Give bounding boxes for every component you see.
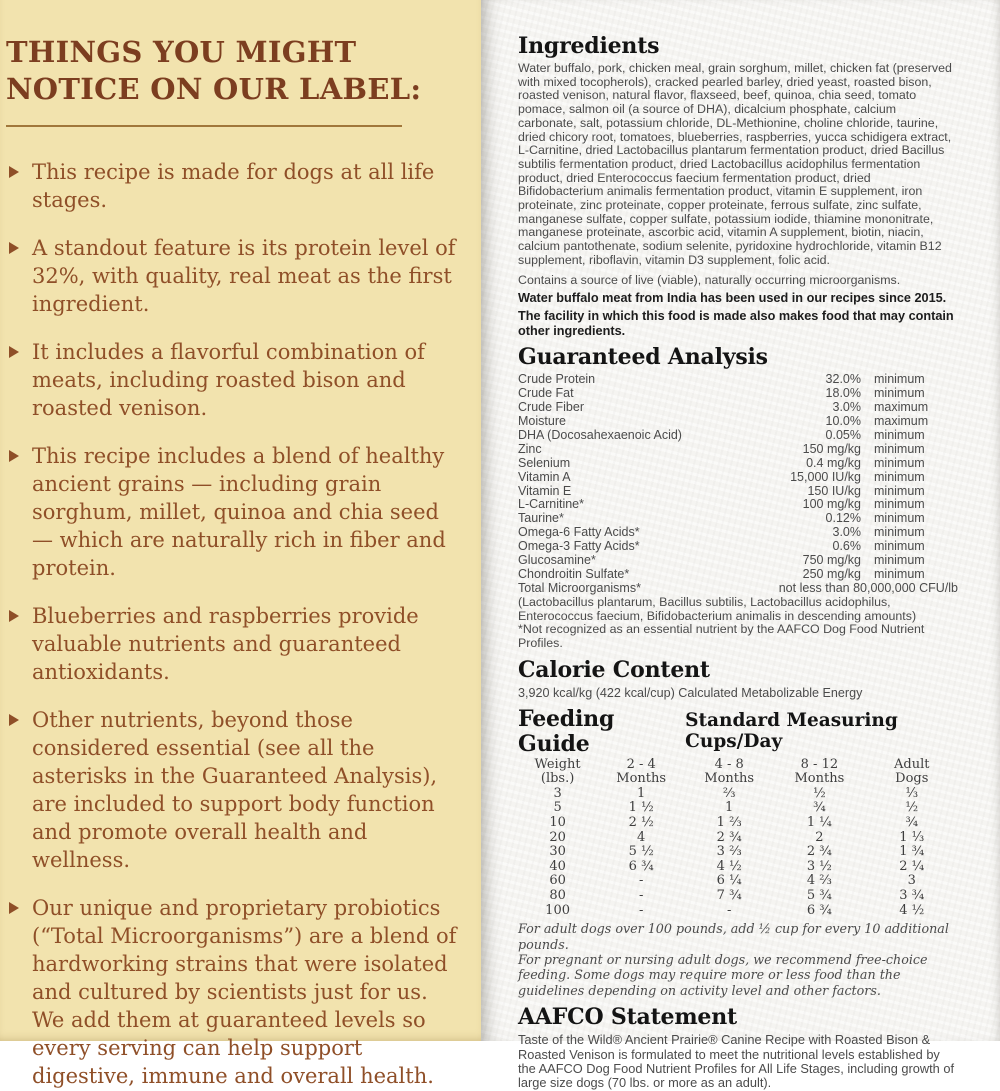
ga-row [518,387,958,401]
feeding-cups-cell: 1 ¾ [899,844,925,860]
feeding-cups-cell: ¾ [813,800,826,816]
feeding-weight-cell: 20 [549,829,566,845]
feeding-cups-cell: 2 ¾ [716,829,742,845]
ga-row [518,457,958,471]
feeding-cups-cell: 1 ½ [628,800,654,816]
feeding-note: For pregnant or nursing adult dogs, we recommend free-choice feeding. Some dogs may require more or less food than the guidelines depending on activity level and other factors. [518,951,928,998]
right-panel [481,0,1000,1091]
ga-nutrient-value: not less than 80,000,000 CFU/lb [778,580,958,595]
bullet-text: Blueberries and raspberries provide valuable nutrients and guaranteed antioxidants. [32,604,419,684]
ga-nutrient-value: 0.12% [825,511,861,526]
notice-bullet-item [6,338,459,422]
ga-nutrient-value: 3.0% [832,525,861,540]
notice-bullet-list [6,158,459,1090]
feeding-column-header [773,758,865,787]
feeding-guide-header [518,707,958,757]
aafco-heading: AAFCO Statement [518,1004,737,1031]
ga-nutrient-name: L-Carnitine* [518,497,585,512]
feeding-row [518,845,958,860]
ga-nutrient-value: 32.0% [825,372,861,387]
feeding-column-header-line2: Dogs [895,771,929,787]
feeding-row [518,874,958,889]
feeding-cups-cell: ⅔ [722,785,736,801]
ga-nutrient-qualifier: minimum [874,525,925,540]
ga-nutrient-name: Vitamin E [518,483,572,498]
ga-nutrient-name: Zinc [518,441,542,456]
feeding-cups-cell: 3 ½ [806,858,832,874]
notice-bullet-item [6,894,459,1090]
ga-nutrient-name: Selenium [518,455,571,470]
feeding-cups-cell: ½ [813,785,826,801]
ga-nutrient-name: Crude Protein [518,372,596,387]
feeding-cups-cell: - [638,887,644,903]
feeding-row [518,831,958,846]
feeding-row [518,889,958,904]
feeding-column-header-line2: Months [704,771,755,787]
ga-row [518,429,958,443]
contains-note: Contains a source of live (viable), naturally occurring microorganisms. [518,272,901,287]
bullet-text: This recipe includes a blend of healthy ancient grains — including grain sorghum, millet, quinoa and chia seed — which are naturally rich in fiber and protein. [32,444,446,580]
ga-nutrient-value: 15,000 IU/kg [790,469,861,484]
ga-nutrient-value: 0.6% [832,539,861,554]
ga-total-microorganisms-row [518,582,958,596]
bullet-text: A standout feature is its protein level of 32%, with quality, real meat as the first ingredient. [32,236,456,316]
ga-nutrient-name: Total Microorganisms* [518,580,641,595]
bullet-triangle-icon [9,166,19,178]
ga-nutrient-name: Taurine* [518,511,564,526]
feeding-cups-cell: 1 ⅓ [899,829,925,845]
feeding-cups-cell: ⅓ [905,785,919,801]
ga-nutrient-value: 250 mg/kg [802,567,861,582]
ga-nutrient-name: Moisture [518,414,566,429]
ga-nutrient-name: Glucosamine* [518,553,596,568]
feeding-column-header [685,758,773,787]
ga-nutrient-qualifier: minimum [874,553,925,568]
feeding-weight-cell: 30 [549,844,566,860]
ingredients-text: Water buffalo, pork, chicken meal, grain sorghum, millet, chicken fat (preserved with mixed tocopherols), cracked pearled barley, dried yeast, roasted bison, roasted venison, natural flavor, flaxseed, beef, quinoa, chia seed, tomato pomace, salmon oil (a source of DHA), dicalcium phosphate, calcium carbonate, salt, potassium chloride, DL-Methionine, choline chloride, taurine, dried chicory root, tomatoes, blueberries, raspberries, yucca schidigera extract, L-Carnitine, dried Lactobacillus plantarum fermentation product, dried Bacillus subtilis fermentation product, dried Lactobacillus acidophilus fermentation product, dried Enterococcus faecium fermentation product, dried Bifidobacterium animalis fermentation product, vitamin E supplement, iron proteinate, zinc proteinate, copper proteinate, ferrous sulfate, zinc sulfate, manganese sulfate, copper sulfate, potassium iodide, thiamine mononitrate, manganese proteinate, ascorbic acid, vitamin A supplement, biotin, niacin, calcium pantothenate, sodium selenite, pyridoxine hydrochloride, vitamin B12 supplement, riboflavin, vitamin D3 supplement, folic acid. [518,61,952,267]
feeding-cups-cell: 2 [815,829,824,845]
asterisk-footnote: *Not recognized as an essential nutrient by the AAFCO Dog Food Nutrient Profiles. [518,622,925,650]
calorie-content-heading: Calorie Content [518,656,710,683]
bullet-text: Other nutrients, beyond those considered essential (see all the asterisks in the Guaranteed Analysis), are included to support body function and promote overall health and wellness. [32,708,438,872]
ga-row [518,415,958,429]
feeding-cups-cell: 5 ½ [628,844,654,860]
feeding-cups-cell: - [638,873,644,889]
ga-row [518,540,958,554]
feeding-weight-cell: 5 [553,800,562,816]
notice-bullet-item [6,158,459,214]
ga-nutrient-name: Crude Fat [518,386,574,401]
feeding-cups-cell: 6 ¾ [806,902,832,918]
feeding-cups-cell: ½ [905,800,919,816]
feeding-column-header-line2: (lbs.) [540,771,575,787]
ga-nutrient-value: 10.0% [825,414,861,429]
ga-nutrient-value: 18.0% [825,386,861,401]
feeding-cups-cell: ¾ [905,815,919,831]
feeding-header-row [518,758,958,787]
feeding-weight-cell: 10 [549,815,566,831]
feeding-cups-cell: - [726,902,732,918]
feeding-row [518,816,958,831]
notice-bullet-item [6,234,459,318]
notice-bullet-item [6,706,459,874]
feeding-column-header-line2: Months [616,771,667,787]
ga-nutrient-name: Vitamin A [518,469,571,484]
bullet-triangle-icon [9,902,19,914]
ga-row [518,568,958,582]
feeding-weight-cell: 3 [553,785,562,801]
ga-row [518,554,958,568]
feeding-cups-cell: 7 ¾ [716,887,742,903]
ga-nutrient-name: Crude Fiber [518,400,584,415]
ga-nutrient-qualifier: minimum [874,567,925,582]
feeding-column-header-line1: 4 - 8 [714,756,744,772]
feeding-cups-cell: 4 ½ [716,858,742,874]
feeding-guide-heading: Feeding Guide [518,705,615,757]
facility-note: The facility in which this food is made also makes food that may contain other ingredients. [518,309,954,338]
feeding-guide-notes [518,921,958,998]
left-panel-title-line2: NOTICE ON OUR LABEL: [6,72,422,106]
feeding-cups-cell: 2 ¾ [806,844,832,860]
ga-row [518,373,958,387]
ga-nutrient-qualifier: minimum [874,441,925,456]
feeding-column-header-line1: 2 - 4 [626,756,656,772]
feeding-weight-cell: 80 [549,887,566,903]
feeding-column-header [866,758,958,787]
bullet-triangle-icon [9,610,19,622]
feeding-cups-cell: 1 ⅔ [716,815,742,831]
ga-nutrient-qualifier: minimum [874,386,925,401]
bullet-text: It includes a flavorful combination of meats, including roasted bison and roasted venison. [32,340,425,420]
title-divider-rule [6,125,402,127]
ga-nutrient-qualifier: minimum [874,483,925,498]
ga-nutrient-value: 0.4 mg/kg [806,455,861,470]
ga-nutrient-qualifier: minimum [874,497,925,512]
water-buffalo-note: Water buffalo meat from India has been used in our recipes since 2015. [518,290,947,305]
ga-nutrient-qualifier: maximum [874,400,929,415]
ga-nutrient-qualifier: minimum [874,427,925,442]
feeding-row [518,860,958,875]
ga-row [518,401,958,415]
feeding-cups-cell: 2 ½ [628,815,654,831]
feeding-cups-cell: 4 ½ [899,902,925,918]
ga-row [518,498,958,512]
feeding-row [518,787,958,802]
ga-row [518,471,958,485]
feeding-row [518,801,958,816]
feeding-column-header [597,758,685,787]
ga-nutrient-name: Chondroitin Sulfate* [518,567,630,582]
feeding-cups-cell: 3 ⅔ [716,844,742,860]
ga-nutrient-qualifier: minimum [874,372,925,387]
feeding-cups-cell: 5 ¾ [806,887,832,903]
feeding-column-header-line1: Adult [894,756,930,772]
bullet-triangle-icon [9,450,19,462]
ingredients-heading: Ingredients [518,33,660,59]
bullet-triangle-icon [9,714,19,726]
ga-nutrient-value: 3.0% [832,400,861,415]
ga-nutrient-name: Omega-6 Fatty Acids* [518,525,640,540]
feeding-column-header-line1: 8 - 12 [800,756,839,772]
bullet-text: Our unique and proprietary probiotics (“Total Microorganisms”) are a blend of hardworking strains that were isolated and cultured by scientists just for us. We add them at guaranteed levels so every serving can help support digestive, immune and overall health. [32,896,457,1088]
feeding-cups-cell: 1 [637,785,646,801]
notice-bullet-item [6,602,459,686]
feeding-cups-cell: 1 ¼ [806,815,832,831]
guaranteed-analysis-table [518,373,958,596]
feeding-cups-cell: 4 ⅔ [806,873,832,889]
guaranteed-analysis-heading: Guaranteed Analysis [518,344,768,371]
notice-bullet-item [6,442,459,582]
ga-nutrient-value: 150 mg/kg [802,441,861,456]
left-panel-title-line1: THINGS YOU MIGHT [6,35,357,69]
aafco-text: Taste of the Wild® Ancient Prairie® Canine Recipe with Roasted Bison & Roasted Venison is formulated to meet the nutritional levels established by the AAFCO Dog Food Nutrient Profiles for All Life Stages, including growth of large size dogs (70 lbs. or more as an adult). [518,1032,955,1091]
feeding-weight-cell: 100 [545,902,570,918]
bullet-text: This recipe is made for dogs at all life stages. [32,160,435,212]
ga-nutrient-qualifier: minimum [874,511,925,526]
ga-row [518,526,958,540]
bullet-triangle-icon [9,242,19,254]
ga-nutrient-qualifier: maximum [874,414,929,429]
feeding-guide-subtitle: Standard Measuring Cups/Day [685,709,898,752]
microorganisms-detail: (Lactobacillus plantarum, Bacillus subtilis, Lactobacillus acidophilus, Enterococcus faecium, Bifidobacterium animalis in descending amounts) [518,594,917,623]
feeding-cups-cell: - [638,902,644,918]
ga-nutrient-value: 0.05% [825,427,861,442]
feeding-cups-cell: 2 ¼ [899,858,925,874]
bullet-triangle-icon [9,346,19,358]
ga-nutrient-value: 150 IU/kg [807,483,861,498]
ga-nutrient-value: 750 mg/kg [802,553,861,568]
feeding-cups-cell: 4 [637,829,646,845]
left-panel [0,0,481,1088]
feeding-column-header-line1: Weight [534,756,581,772]
ga-row [518,512,958,526]
left-panel-title [6,34,459,108]
feeding-cups-cell: 6 ¾ [628,858,654,874]
ga-nutrient-value: 100 mg/kg [802,497,861,512]
feeding-cups-cell: 3 [907,873,916,889]
feeding-column-header [518,758,597,787]
feeding-column-header-line2: Months [794,771,845,787]
ga-row [518,485,958,499]
ga-nutrient-qualifier: minimum [874,539,925,554]
calorie-content-text: 3,920 kcal/kg (422 kcal/cup) Calculated Metabolizable Energy [518,685,863,700]
feeding-guide-table [518,758,958,919]
feeding-note: For adult dogs over 100 pounds, add ½ cup for every 10 additional pounds. [518,921,949,952]
feeding-row [518,904,958,919]
ga-nutrient-name: Omega-3 Fatty Acids* [518,539,640,554]
ga-row [518,443,958,457]
ga-nutrient-qualifier: minimum [874,469,925,484]
feeding-weight-cell: 40 [549,858,566,874]
ga-nutrient-name: DHA (Docosahexaenoic Acid) [518,427,682,442]
feeding-cups-cell: 1 [725,800,734,816]
ga-nutrient-qualifier: minimum [874,455,925,470]
feeding-cups-cell: 3 ¾ [899,887,925,903]
feeding-weight-cell: 60 [549,873,566,889]
feeding-cups-cell: 6 ¼ [716,873,742,889]
